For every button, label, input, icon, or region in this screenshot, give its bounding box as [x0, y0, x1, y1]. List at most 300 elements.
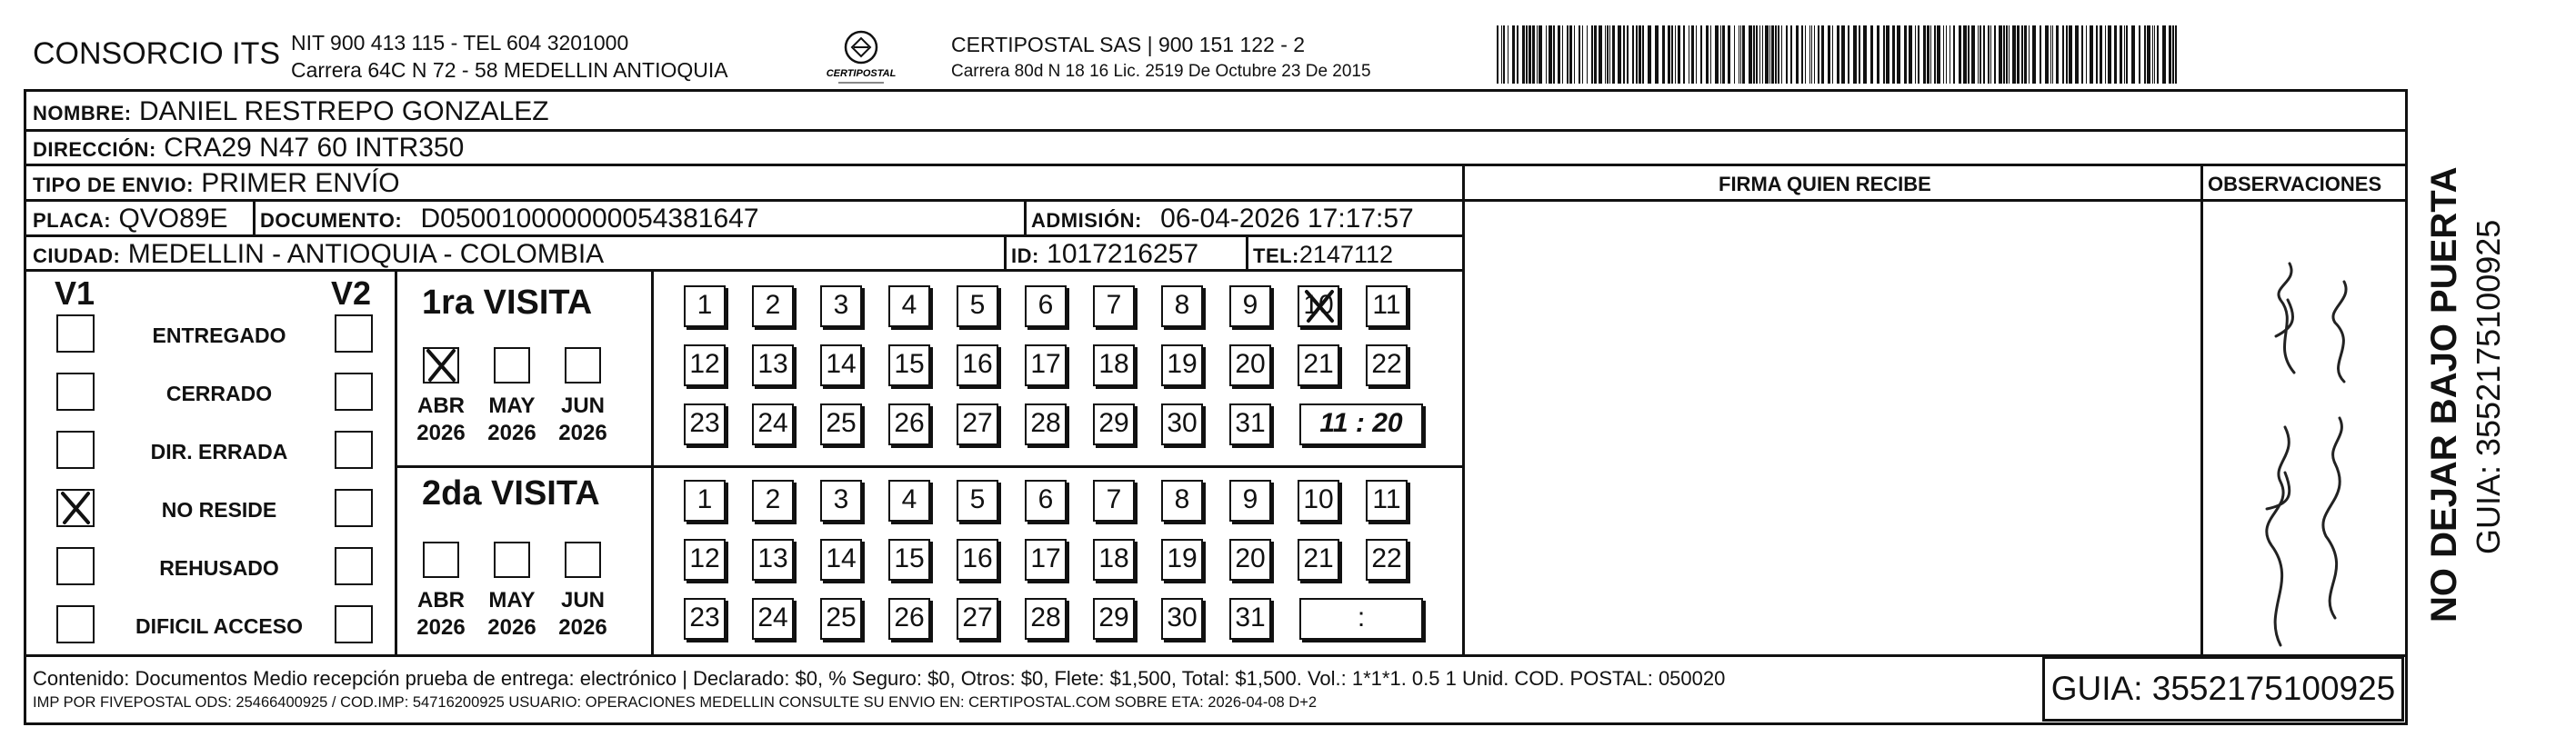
- barcode-bar: [2147, 25, 2150, 84]
- barcode-bar: [1567, 25, 1569, 84]
- month-year: 2026: [558, 421, 607, 445]
- month-year: 2026: [487, 615, 536, 640]
- day-number: 19: [1167, 543, 1198, 573]
- barcode-bar: [1859, 25, 1860, 84]
- day-number: 16: [962, 349, 993, 379]
- day-box[interactable]: [1093, 403, 1135, 445]
- day-box[interactable]: [1093, 598, 1135, 640]
- day-number: 26: [894, 603, 925, 632]
- barcode-bar: [2024, 25, 2027, 84]
- barcode-bar: [1599, 25, 1602, 84]
- visit1-title: 1ra VISITA: [422, 284, 593, 322]
- barcode-bar: [1923, 25, 1926, 84]
- day-number: 18: [1098, 543, 1129, 573]
- day-number: 12: [689, 543, 720, 573]
- barcode-bar: [1612, 25, 1615, 84]
- documento-field: [260, 205, 759, 233]
- id-label: ID:: [1011, 244, 1039, 267]
- barcode-bar: [1742, 25, 1745, 84]
- barcode-bar: [1811, 25, 1812, 84]
- day-box[interactable]: [1161, 344, 1203, 386]
- barcode-bar: [1765, 25, 1769, 84]
- day-box[interactable]: [820, 598, 862, 640]
- status-label: DIR. ERRADA: [150, 440, 288, 463]
- barcode-bar: [2012, 25, 2016, 84]
- barcode-bar: [1749, 25, 1752, 84]
- day-number: 19: [1167, 349, 1198, 379]
- barcode-bar: [1886, 25, 1889, 84]
- day-box[interactable]: [1366, 480, 1408, 522]
- barcode-bar: [1537, 25, 1538, 84]
- barcode-bar: [1796, 25, 1799, 84]
- barcode-bar: [1897, 25, 1900, 84]
- nombre-label: NOMBRE:: [33, 102, 132, 124]
- guia-number: GUIA: 3552175100925: [2042, 656, 2404, 722]
- barcode-bar: [2139, 25, 2140, 84]
- barcode-bar: [2152, 25, 2153, 84]
- day-number: 7: [1106, 484, 1122, 514]
- barcode-bar: [2086, 25, 2087, 84]
- barcode-bar: [1618, 25, 1621, 84]
- barcode-bar: [1710, 25, 1711, 84]
- id-value: 1017216257: [1047, 239, 1199, 269]
- day-number: 9: [1242, 290, 1258, 320]
- day-number: 13: [757, 543, 788, 573]
- barcode-bar: [1526, 25, 1528, 84]
- time-field[interactable]: 11 : 20: [1299, 403, 1423, 445]
- barcode-bar: [1963, 25, 1967, 84]
- barcode-bar: [2108, 25, 2111, 84]
- day-box[interactable]: [752, 598, 794, 640]
- rule: [24, 89, 2408, 92]
- check-x-icon: [57, 490, 94, 531]
- status-label: DIFICIL ACCESO: [135, 614, 303, 638]
- month-checkbox[interactable]: [565, 542, 601, 578]
- placa-label: PLACA:: [33, 209, 112, 232]
- barcode-bar: [1549, 25, 1552, 84]
- v2-checkbox[interactable]: [335, 373, 373, 411]
- barcode-bar: [1700, 25, 1702, 84]
- tipo-value: PRIMER ENVÍO: [201, 168, 400, 198]
- barcode-bar: [1814, 25, 1815, 84]
- direccion-label: DIRECCIÓN:: [33, 138, 156, 161]
- day-box[interactable]: [1161, 480, 1203, 522]
- barcode-bar: [1805, 25, 1806, 84]
- barcode-bar: [1771, 25, 1774, 84]
- day-box[interactable]: [1025, 285, 1067, 327]
- day-box[interactable]: [1025, 403, 1067, 445]
- barcode-bar: [1529, 25, 1531, 84]
- barcode-bar: [1683, 25, 1685, 84]
- status-label: CERRADO: [165, 382, 273, 405]
- barcode-bar: [1801, 25, 1803, 84]
- barcode-bar: [1853, 25, 1857, 84]
- barcode-bar: [2162, 25, 2166, 84]
- direccion-value: CRA29 N47 60 INTR350: [164, 133, 465, 163]
- day-number: 3: [833, 484, 849, 514]
- day-box[interactable]: [1093, 344, 1135, 386]
- day-number: 14: [826, 543, 857, 573]
- barcode-bar: [1591, 25, 1593, 84]
- barcode-bar: [1837, 25, 1839, 84]
- day-number: 2: [765, 290, 781, 320]
- day-box[interactable]: [820, 539, 862, 581]
- day-box[interactable]: [1366, 285, 1408, 327]
- day-box[interactable]: [1025, 539, 1067, 581]
- v1-checkbox[interactable]: [56, 605, 95, 643]
- day-number: 28: [1030, 603, 1061, 632]
- day-number: 18: [1098, 349, 1129, 379]
- barcode-bar: [1720, 25, 1721, 84]
- day-box[interactable]: [684, 480, 726, 522]
- barcode-bar: [1512, 25, 1515, 84]
- barcode-bar: [1497, 25, 1498, 84]
- barcode-bar: [2017, 25, 2020, 84]
- barcode-bar: [2032, 25, 2036, 84]
- day-box[interactable]: [888, 344, 930, 386]
- v2-checkbox[interactable]: [335, 314, 373, 353]
- day-box[interactable]: [820, 285, 862, 327]
- v1-checkbox[interactable]: [56, 373, 95, 411]
- barcode-bar: [1607, 25, 1609, 84]
- month-checkbox[interactable]: [423, 542, 459, 578]
- contenido-text: Contenido: Documentos Medio recepción prueba de entrega: electrónico | Declarado: $0, % Seguro: $0, Otros: $0, Flete: $1,500, Total: $1,500. Vol.: 1*1*1. 0.5 1 Unid. COD. POSTAL: 050020: [33, 667, 1726, 690]
- day-box[interactable]: [1229, 403, 1271, 445]
- certipostal-logo: [811, 25, 911, 89]
- firma-header: FIRMA QUIEN RECIBE: [1719, 173, 1931, 195]
- tel-field: [1253, 243, 1393, 267]
- company-nit: NIT 900 413 115 - TEL 604 3201000: [291, 31, 629, 55]
- day-box[interactable]: [820, 480, 862, 522]
- day-box[interactable]: [684, 598, 726, 640]
- day-box[interactable]: [1298, 539, 1339, 581]
- barcode-bar: [2175, 25, 2177, 84]
- rule: [2200, 164, 2203, 655]
- barcode-bar: [2069, 25, 2072, 84]
- day-box[interactable]: [888, 598, 930, 640]
- barcode-bar: [1934, 25, 1936, 84]
- barcode-bar: [1648, 25, 1651, 84]
- barcode-bar: [2029, 25, 2030, 84]
- barcode-bar: [1978, 25, 1979, 84]
- day-number: 28: [1030, 408, 1061, 438]
- carrier-name: CERTIPOSTAL SAS | 900 151 122 - 2: [951, 33, 1306, 56]
- barcode-bar: [1503, 25, 1505, 84]
- day-box[interactable]: [820, 403, 862, 445]
- barcode-bar: [1959, 25, 1961, 84]
- day-box[interactable]: [888, 539, 930, 581]
- v2-checkbox[interactable]: [335, 547, 373, 585]
- status-label: REHUSADO: [159, 556, 279, 580]
- day-number: 15: [894, 349, 925, 379]
- day-box[interactable]: [888, 480, 930, 522]
- barcode-bar: [1818, 25, 1819, 84]
- barcode-bar: [1832, 25, 1833, 84]
- imp-text: IMP POR FIVEPOSTAL ODS: 25466400925 / COD.IMP: 54716200925 USUARIO: OPERACIONES MEDELLIN CONSULTE SU ENVIO EN: CERTIPOSTAL.COM SOBRE ETA: 2026-04-08 D+2: [33, 694, 1318, 711]
- barcode-bar: [1582, 25, 1583, 84]
- v1-checkbox[interactable]: [56, 314, 95, 353]
- barcode-bar: [1632, 25, 1634, 84]
- rule: [395, 465, 1462, 468]
- side-guia: GUIA: 3552175100925: [2470, 219, 2507, 554]
- v1-checkbox[interactable]: [56, 489, 95, 527]
- barcode-bar: [2154, 25, 2155, 84]
- day-box[interactable]: [957, 285, 998, 327]
- day-number: 7: [1106, 290, 1122, 320]
- barcode-bar: [1668, 25, 1670, 84]
- rule: [1024, 199, 1027, 235]
- day-box[interactable]: [1093, 539, 1135, 581]
- barcode-bar: [1990, 25, 1991, 84]
- month-checkbox[interactable]: [494, 347, 530, 383]
- barcode-bar: [1696, 25, 1697, 84]
- barcode-bar: [1753, 25, 1755, 84]
- month-year: 2026: [487, 421, 536, 445]
- admision-label: ADMISIÓN:: [1031, 209, 1142, 232]
- month-label: ABR: [417, 588, 465, 613]
- barcode-bar: [1662, 25, 1665, 84]
- day-box[interactable]: [957, 539, 998, 581]
- day-number: 8: [1174, 484, 1190, 514]
- day-box[interactable]: [684, 539, 726, 581]
- barcode-bar: [1870, 25, 1873, 84]
- day-box[interactable]: [957, 480, 998, 522]
- day-box[interactable]: [752, 403, 794, 445]
- day-number: 3: [833, 290, 849, 320]
- visit2-title: 2da VISITA: [422, 474, 600, 513]
- v2-checkbox[interactable]: [335, 431, 373, 469]
- barcode-bar: [1715, 25, 1719, 84]
- month-label: JUN: [560, 393, 605, 418]
- day-box[interactable]: [752, 285, 794, 327]
- barcode-bar: [1587, 25, 1588, 84]
- day-number: 30: [1167, 603, 1198, 632]
- barcode-bar: [1579, 25, 1580, 84]
- barcode-bar: [1988, 25, 1990, 84]
- barcode-bar: [1639, 25, 1641, 84]
- handwriting-icon: [2208, 236, 2381, 654]
- barcode: [1497, 25, 2179, 84]
- v2-checkbox[interactable]: [335, 605, 373, 643]
- barcode-bar: [2114, 25, 2117, 84]
- day-box[interactable]: [1298, 480, 1339, 522]
- month-year: 2026: [416, 421, 466, 445]
- ciudad-value: MEDELLIN - ANTIOQUIA - COLOMBIA: [127, 239, 605, 269]
- svg-text:CERTIPOSTAL: CERTIPOSTAL: [826, 68, 897, 79]
- day-box[interactable]: [684, 285, 726, 327]
- month-checkbox[interactable]: [565, 347, 601, 383]
- check-x-icon: [1301, 288, 1338, 334]
- tel-value: 2147112: [1298, 241, 1393, 268]
- day-box[interactable]: [1298, 285, 1339, 327]
- day-box[interactable]: [1298, 344, 1339, 386]
- barcode-bar: [2144, 25, 2146, 84]
- day-box[interactable]: [1093, 480, 1135, 522]
- barcode-bar: [2056, 25, 2059, 84]
- day-number: 4: [901, 484, 917, 514]
- barcode-bar: [2120, 25, 2122, 84]
- barcode-bar: [1740, 25, 1741, 84]
- barcode-bar: [1728, 25, 1730, 84]
- barcode-bar: [1918, 25, 1919, 84]
- barcode-bar: [1968, 25, 1970, 84]
- barcode-bar: [1553, 25, 1555, 84]
- barcode-bar: [1994, 25, 1996, 84]
- day-number: 11: [1372, 290, 1401, 320]
- barcode-bar: [2009, 25, 2010, 84]
- month-checkbox[interactable]: [423, 347, 459, 383]
- rule: [2200, 199, 2408, 202]
- barcode-bar: [1678, 25, 1680, 84]
- barcode-bar: [1691, 25, 1694, 84]
- day-box[interactable]: [1161, 403, 1203, 445]
- month-checkbox[interactable]: [494, 542, 530, 578]
- day-box[interactable]: [1161, 598, 1203, 640]
- day-number: 27: [962, 603, 993, 632]
- day-number: 14: [826, 349, 857, 379]
- day-box[interactable]: [1229, 598, 1271, 640]
- day-box[interactable]: [1093, 285, 1135, 327]
- day-box[interactable]: [1229, 539, 1271, 581]
- barcode-bar: [1927, 25, 1929, 84]
- nombre-value: DANIEL RESTREPO GONZALEZ: [138, 96, 549, 126]
- day-box[interactable]: [888, 403, 930, 445]
- day-box[interactable]: [820, 344, 862, 386]
- day-number: 25: [826, 603, 857, 632]
- barcode-bar: [1953, 25, 1955, 84]
- admision-field: [1031, 205, 1414, 233]
- barcode-bar: [2062, 25, 2064, 84]
- status-label: NO RESIDE: [161, 498, 277, 522]
- day-box[interactable]: [1025, 598, 1067, 640]
- day-number: 2: [765, 484, 781, 514]
- day-number: 23: [689, 408, 720, 438]
- barcode-bar: [1863, 25, 1867, 84]
- day-box[interactable]: [1229, 285, 1271, 327]
- day-number: 20: [1235, 349, 1266, 379]
- barcode-bar: [1769, 25, 1770, 84]
- rule: [651, 269, 654, 655]
- placa-field: [33, 205, 228, 233]
- day-box[interactable]: [752, 344, 794, 386]
- day-box[interactable]: [957, 344, 998, 386]
- day-number: 26: [894, 408, 925, 438]
- day-box[interactable]: [957, 403, 998, 445]
- day-box[interactable]: [1366, 539, 1408, 581]
- day-number: 12: [689, 349, 720, 379]
- month-label: ABR: [417, 393, 465, 418]
- company-name: CONSORCIO ITS: [33, 36, 281, 71]
- v2-checkbox[interactable]: [335, 489, 373, 527]
- barcode-bar: [1642, 25, 1644, 84]
- ciudad-field: [33, 241, 604, 268]
- day-box[interactable]: [752, 539, 794, 581]
- day-box[interactable]: [1025, 344, 1067, 386]
- day-number: 1: [697, 484, 713, 514]
- no-dejar-bajo-puerta: NO DEJAR BAJO PUERTA: [2424, 166, 2464, 622]
- day-number: 20: [1235, 543, 1266, 573]
- day-number: 22: [1371, 543, 1402, 573]
- barcode-bar: [2105, 25, 2106, 84]
- day-number: 30: [1167, 408, 1198, 438]
- barcode-bar: [2157, 25, 2159, 84]
- admision-value: 06-04-2026 17:17:57: [1160, 204, 1414, 234]
- rule: [1246, 234, 1248, 271]
- rule: [1004, 234, 1007, 271]
- nombre-field: [33, 98, 549, 125]
- barcode-bar: [2169, 25, 2171, 84]
- barcode-bar: [2090, 25, 2093, 84]
- v1-checkbox[interactable]: [56, 431, 95, 469]
- day-number: 9: [1242, 484, 1258, 514]
- barcode-bar: [1786, 25, 1788, 84]
- barcode-bar: [1508, 25, 1509, 84]
- barcode-bar: [2066, 25, 2068, 84]
- day-number: 13: [757, 349, 788, 379]
- barcode-bar: [2096, 25, 2098, 84]
- barcode-bar: [2052, 25, 2053, 84]
- barcode-bar: [1778, 25, 1779, 84]
- day-box[interactable]: [1366, 344, 1408, 386]
- day-box[interactable]: [752, 480, 794, 522]
- barcode-bar: [1569, 25, 1572, 84]
- day-number: 11: [1372, 484, 1401, 514]
- direccion-field: [33, 134, 464, 162]
- barcode-bar: [1781, 25, 1782, 84]
- barcode-bar: [1706, 25, 1709, 84]
- day-box[interactable]: [1229, 344, 1271, 386]
- day-number: 29: [1098, 603, 1129, 632]
- barcode-bar: [2003, 25, 2005, 84]
- barcode-bar: [1594, 25, 1597, 84]
- barcode-bar: [1980, 25, 1981, 84]
- barcode-bar: [1756, 25, 1758, 84]
- day-box[interactable]: [888, 285, 930, 327]
- day-box[interactable]: [1161, 285, 1203, 327]
- month-year: 2026: [416, 615, 466, 640]
- day-number: 21: [1303, 349, 1334, 379]
- barcode-bar: [1915, 25, 1916, 84]
- barcode-bar: [1655, 25, 1659, 84]
- barcode-bar: [2081, 25, 2083, 84]
- barcode-bar: [1841, 25, 1845, 84]
- barcode-bar: [1775, 25, 1777, 84]
- placa-value: QVO89E: [118, 204, 228, 234]
- barcode-bar: [1828, 25, 1830, 84]
- day-number: 25: [826, 408, 857, 438]
- day-number: 22: [1371, 349, 1402, 379]
- month-label: MAY: [488, 393, 536, 418]
- day-box[interactable]: [1161, 539, 1203, 581]
- barcode-bar: [1904, 25, 1907, 84]
- day-number: 17: [1030, 349, 1061, 379]
- day-box[interactable]: [1229, 480, 1271, 522]
- barcode-bar: [1636, 25, 1638, 84]
- barcode-bar: [1609, 25, 1610, 84]
- time-field[interactable]: :: [1299, 598, 1423, 640]
- barcode-bar: [1946, 25, 1947, 84]
- barcode-bar: [1605, 25, 1606, 84]
- day-box[interactable]: [1025, 480, 1067, 522]
- certipostal-logo-icon: [811, 25, 911, 89]
- day-number: 16: [962, 543, 993, 573]
- day-box[interactable]: [684, 403, 726, 445]
- day-box[interactable]: [684, 344, 726, 386]
- day-box[interactable]: [957, 598, 998, 640]
- barcode-bar: [2172, 25, 2174, 84]
- day-number: 6: [1037, 290, 1054, 320]
- v1-checkbox[interactable]: [56, 547, 95, 585]
